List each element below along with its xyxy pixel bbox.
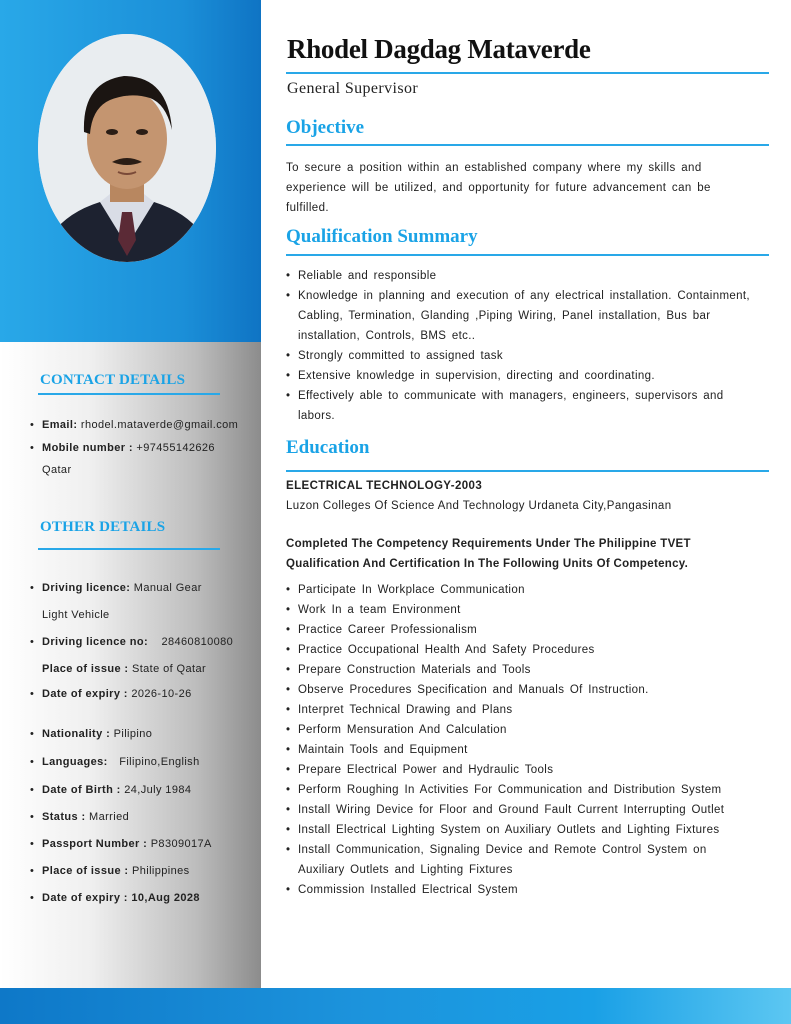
contact-divider: [38, 393, 220, 395]
list-item: • Prepare Construction Materials and Tools: [286, 660, 756, 680]
contact-mobile: • Mobile number : +97455142626: [30, 442, 215, 454]
driving-licence-value: Manual Gear: [133, 582, 202, 594]
place-of-issue-label: Place of issue :: [42, 663, 129, 675]
passport-label: Passport Number :: [42, 838, 148, 850]
status-value: Married: [89, 811, 130, 823]
qualification-divider: [286, 254, 769, 256]
licence-expiry: • Date of expiry : 2026-10-26: [30, 688, 192, 700]
list-item: • Participate In Workplace Communication: [286, 580, 756, 600]
passport-place-label: Place of issue :: [42, 865, 129, 877]
status-label: Status :: [42, 811, 86, 823]
languages-label: Languages:: [42, 756, 108, 768]
languages-value: Filipino,English: [119, 756, 200, 768]
education-heading: Education: [286, 437, 370, 458]
job-title: General Supervisor: [287, 80, 419, 97]
qualification-list: [286, 266, 756, 426]
list-item: • Effectively able to communicate with managers, engineers, supervisors and labors.: [286, 386, 756, 426]
nationality: • Nationality : Pilipino: [30, 728, 153, 740]
list-item: • Extensive knowledge in supervision, directing and coordinating.: [286, 366, 756, 386]
candidate-name: Rhodel Dagdag Mataverde: [287, 34, 591, 64]
objective-heading: Objective: [286, 117, 365, 138]
list-item: • Knowledge in planning and execution of any electrical installation. Containment, Cabling, Termination, Glanding ,Piping Wiring, Panel installation, Bus bar installation, Controls, BMS etc..: [286, 286, 756, 346]
qualification-heading: Qualification Summary: [286, 226, 478, 247]
list-item: • Maintain Tools and Equipment: [286, 740, 756, 760]
list-item: • Perform Mensuration And Calculation: [286, 720, 756, 740]
education-divider: [286, 470, 769, 472]
passport-expiry: • Date of expiry : 10,Aug 2028: [30, 892, 200, 904]
contact-email: • Email: rhodel.mataverde@gmail.com: [30, 419, 239, 431]
date-of-birth: • Date of Birth : 24,July 1984: [30, 784, 192, 796]
licence-expiry-value: 2026-10-26: [131, 688, 192, 700]
education-school: Luzon Colleges Of Science And Technology Urdaneta City,Pangasinan: [286, 500, 672, 512]
driving-licence-no-value: 28460810080: [161, 636, 234, 648]
list-item: • Install Electrical Lighting System on Auxiliary Outlets and Lighting Fixtures: [286, 820, 756, 840]
dob-value: 24,July 1984: [124, 784, 192, 796]
mobile-country: Qatar: [42, 464, 72, 476]
list-item: • Prepare Electrical Power and Hydraulic Tools: [286, 760, 756, 780]
email-label: Email:: [42, 419, 78, 431]
marital-status: • Status : Married: [30, 811, 130, 823]
list-item: • Reliable and responsible: [286, 266, 756, 286]
education-note: Completed The Competency Requirements Under The Philippine TVET Qualification And Certification In The Following Units Of Competency.: [286, 538, 691, 570]
passport-number: • Passport Number : P8309017A: [30, 838, 212, 850]
name-divider: [286, 72, 769, 74]
driving-licence-no: • Driving licence no: 28460810080: [30, 636, 234, 648]
driving-licence-label: Driving licence:: [42, 582, 131, 594]
person-portrait-icon: [38, 34, 216, 262]
list-item: • Install Communication, Signaling Device and Remote Control System on Auxiliary Outlets and Lighting Fixtures: [286, 840, 756, 880]
passport-expiry-value: 10,Aug 2028: [131, 892, 200, 904]
education-course: ELECTRICAL TECHNOLOGY-2003: [286, 480, 483, 492]
languages: • Languages: Filipino,English: [30, 756, 200, 768]
list-item: • Observe Procedures Specification and Manuals Of Instruction.: [286, 680, 756, 700]
dob-label: Date of Birth :: [42, 784, 121, 796]
nationality-label: Nationality :: [42, 728, 111, 740]
list-item: • Install Wiring Device for Floor and Ground Fault Current Interrupting Outlet: [286, 800, 756, 820]
list-item: • Practice Occupational Health And Safety Procedures: [286, 640, 756, 660]
nationality-value: Pilipino: [113, 728, 153, 740]
profile-photo: [38, 34, 216, 262]
list-item: • Strongly committed to assigned task: [286, 346, 756, 366]
driving-licence-no-label: Driving licence no:: [42, 636, 149, 648]
driving-licence-value2: Light Vehicle: [42, 609, 110, 621]
list-item: • Perform Roughing In Activities For Communication and Distribution System: [286, 780, 756, 800]
list-item: • Commission Installed Electrical System: [286, 880, 756, 900]
mobile-value: +97455142626: [136, 442, 215, 454]
list-item: • Work In a team Environment: [286, 600, 756, 620]
passport-place-value: Philippines: [131, 865, 190, 877]
driving-licence: • Driving licence: Manual Gear: [30, 582, 202, 594]
email-value: rhodel.mataverde@gmail.com: [80, 419, 239, 431]
competency-list: [286, 580, 756, 900]
licence-expiry-label: Date of expiry :: [42, 688, 128, 700]
objective-text: To secure a position within an established company where my skills and experience will be utilized, and opportunity for future advancement can be fulfilled.: [286, 162, 711, 214]
list-item: • Practice Career Professionalism: [286, 620, 756, 640]
contact-details-heading: CONTACT DETAILS: [40, 372, 186, 388]
passport-place: • Place of issue : Philippines: [30, 865, 190, 877]
list-item: • Interpret Technical Drawing and Plans: [286, 700, 756, 720]
footer-band: [0, 988, 791, 1024]
other-details-heading: OTHER DETAILS: [40, 519, 166, 535]
objective-divider: [286, 144, 769, 146]
passport-expiry-label: Date of expiry :: [42, 892, 128, 904]
passport-value: P8309017A: [150, 838, 212, 850]
place-of-issue: [42, 663, 206, 675]
mobile-label: Mobile number :: [42, 442, 133, 454]
place-of-issue-value: State of Qatar: [131, 663, 207, 675]
other-divider: [38, 548, 220, 550]
